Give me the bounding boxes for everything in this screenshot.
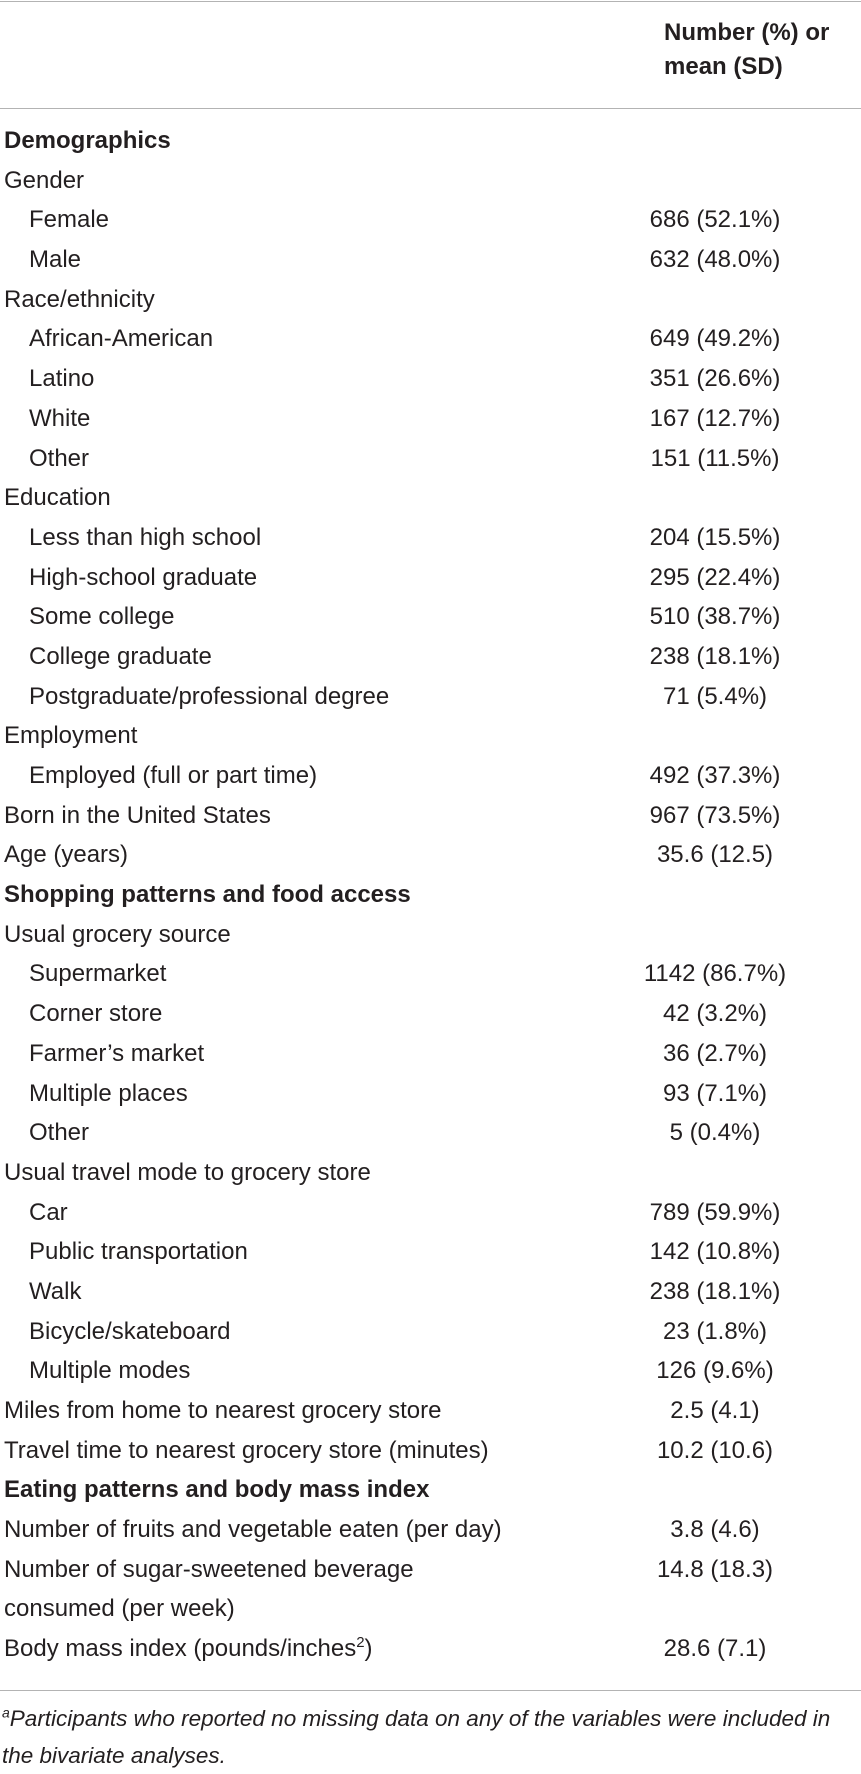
table-top-rule [0,1,861,2]
row-label-text: Age (years) [4,841,129,869]
row-label-text: Supermarket [29,960,167,988]
table-row [0,1113,861,1153]
table-row [0,1312,861,1352]
table-row [0,1431,861,1471]
row-value: 238 (18.1%) [649,642,781,670]
row-label-text: White [29,404,91,432]
table-row [0,280,861,320]
table-row [0,835,861,875]
row-label-text: Body mass index (pounds/inches [4,1635,357,1663]
table-row [0,399,861,439]
header-rule [0,108,861,109]
row-label-text: Other [29,444,90,472]
row-label [29,637,212,677]
row-label [29,200,109,240]
row-label [4,835,128,875]
row-label [4,1629,373,1669]
table-row [0,796,861,836]
footnote-text: Participants who reported no missing data on any of the variables were included in the bivariate analyses. [2,1706,831,1768]
row-label-text: Less than high school [29,523,262,551]
row-value: 686 (52.1%) [649,206,781,234]
row-label [29,1113,89,1153]
row-label [29,439,89,479]
table-row [0,478,861,518]
row-label-text: Number of sugar-sweetened beverage consumed (per week) [4,1555,414,1623]
table-row [0,200,861,240]
row-label-text: Other [29,1119,90,1147]
row-label-text: Usual grocery source [4,920,231,948]
value-column-header-line2: mean (SD) [664,53,783,80]
row-label-text: High-school graduate [29,563,258,591]
row-label [29,756,317,796]
row-label-text: Travel time to nearest grocery store (minutes) [4,1436,489,1464]
row-label-text: Shopping patterns and food access [4,881,411,909]
table-bottom-rule [0,1690,861,1691]
row-label-text: Latino [29,365,95,393]
row-value: 351 (26.6%) [649,365,781,393]
row-value: 649 (49.2%) [649,325,781,353]
row-label [4,280,155,320]
row-value: 632 (48.0%) [649,246,781,274]
table-row [0,439,861,479]
table-row [0,716,861,756]
table-row [0,240,861,280]
row-label [4,716,137,756]
row-label-text: Some college [29,603,175,631]
row-label-text: Multiple places [29,1079,188,1107]
row-label [29,518,261,558]
row-label-text: Postgraduate/professional degree [29,682,390,710]
row-label-text: Female [29,206,110,234]
row-label-text: Walk [29,1277,82,1305]
table-row [0,756,861,796]
row-label-text: Bicycle/skateboard [29,1317,231,1345]
section-heading-row [0,1470,861,1510]
row-value: 36 (2.7%) [662,1039,768,1067]
row-value: 28.6 (7.1) [663,1635,767,1663]
row-label [4,796,271,836]
row-label [29,994,162,1034]
row-label-text: Miles from home to nearest grocery store [4,1397,442,1424]
row-value: 5 (0.4%) [669,1119,761,1147]
row-label [4,478,111,518]
table-row [0,1391,861,1431]
row-label [29,240,81,280]
section-heading-row [0,875,861,915]
row-value: 14.8 (18.3) [656,1555,774,1583]
row-label [29,1351,190,1391]
row-value: 167 (12.7%) [649,404,781,432]
table-row [0,1232,861,1272]
value-column-header-line1: Number (%) or [664,19,830,46]
row-label [29,558,257,598]
row-label [4,161,84,201]
row-label-text: Car [29,1198,68,1226]
row-label-text: Employment [4,722,138,750]
table-row [0,994,861,1034]
row-label [29,1074,188,1114]
row-label-text: African-American [29,325,214,353]
row-label [4,1153,371,1193]
section-heading [4,121,171,161]
row-value: 492 (37.3%) [649,762,781,789]
row-label [29,1312,230,1352]
table-row [0,1153,861,1193]
table-row [0,915,861,955]
row-value: 35.6 (12.5) [656,841,774,869]
row-label-text: Employed (full or part time) [29,762,318,789]
row-label-suffix: ) [364,1635,373,1663]
value-column-header [664,16,854,84]
row-label-text: College graduate [29,642,212,670]
row-label-text: Number of fruits and vegetable eaten (per day) [4,1516,502,1544]
row-value: 1142 (86.7%) [643,960,787,988]
row-value: 2.5 (4.1) [670,1397,760,1424]
row-label-text: Corner store [29,1000,163,1028]
row-value: 10.2 (10.6) [656,1436,774,1464]
table-row [0,1193,861,1233]
row-label [29,597,174,637]
row-label-text: Male [29,246,82,274]
table-row [0,1074,861,1114]
row-label-text: Multiple modes [29,1357,191,1385]
row-label-text: Born in the United States [4,801,271,829]
row-label-text: Farmer’s market [29,1039,205,1067]
row-value: 789 (59.9%) [649,1198,781,1226]
table-row [0,1351,861,1391]
row-label [29,954,166,994]
table-row [0,319,861,359]
row-value: 71 (5.4%) [662,682,768,710]
table-row [0,1629,861,1669]
row-label [29,1034,204,1074]
row-label-text: Usual travel mode to grocery store [4,1158,371,1186]
row-label [29,319,213,359]
row-label-text: Eating patterns and body mass index [4,1476,430,1504]
section-heading [4,875,411,915]
table-row [0,161,861,201]
table-row [0,597,861,637]
table-row [0,954,861,994]
row-value: 295 (22.4%) [649,563,781,591]
row-value: 3.8 (4.6) [670,1516,760,1544]
table-row [0,677,861,717]
row-value: 93 (7.1%) [662,1079,768,1107]
row-label-text: Education [4,484,111,512]
row-label [4,1550,524,1629]
table-row [0,1550,861,1629]
row-label-superscript: 2 [356,1634,365,1652]
row-label [29,359,94,399]
row-value: 42 (3.2%) [662,1000,768,1028]
section-heading-row [0,121,861,161]
row-label [4,1510,502,1550]
table-footnote [2,1700,860,1774]
row-label [29,399,90,439]
row-label-text: Demographics [4,127,171,154]
table-row [0,637,861,677]
table-header [0,10,861,106]
row-label-text: Race/ethnicity [4,285,155,313]
row-label [29,1232,248,1272]
row-value: 204 (15.5%) [649,523,781,551]
table-row [0,1272,861,1312]
table-row [0,518,861,558]
table-row [0,558,861,598]
row-label [29,1193,68,1233]
row-value: 142 (10.8%) [649,1238,781,1266]
table-row [0,359,861,399]
table-body [0,121,861,1669]
row-label [29,677,389,717]
row-value: 126 (9.6%) [656,1357,774,1385]
row-value: 238 (18.1%) [649,1277,781,1305]
row-value: 967 (73.5%) [649,801,781,829]
row-label [4,1431,489,1471]
row-label [29,1272,81,1312]
row-value: 151 (11.5%) [650,444,780,472]
footnote-marker: a [2,1704,10,1721]
row-label [4,915,231,955]
row-value: 23 (1.8%) [662,1317,768,1345]
row-label-text: Public transportation [29,1238,248,1266]
table-row [0,1510,861,1550]
table-row [0,1034,861,1074]
row-label-text: Gender [4,166,85,194]
row-label [4,1391,442,1431]
row-value: 510 (38.7%) [649,603,781,631]
section-heading [4,1470,429,1510]
